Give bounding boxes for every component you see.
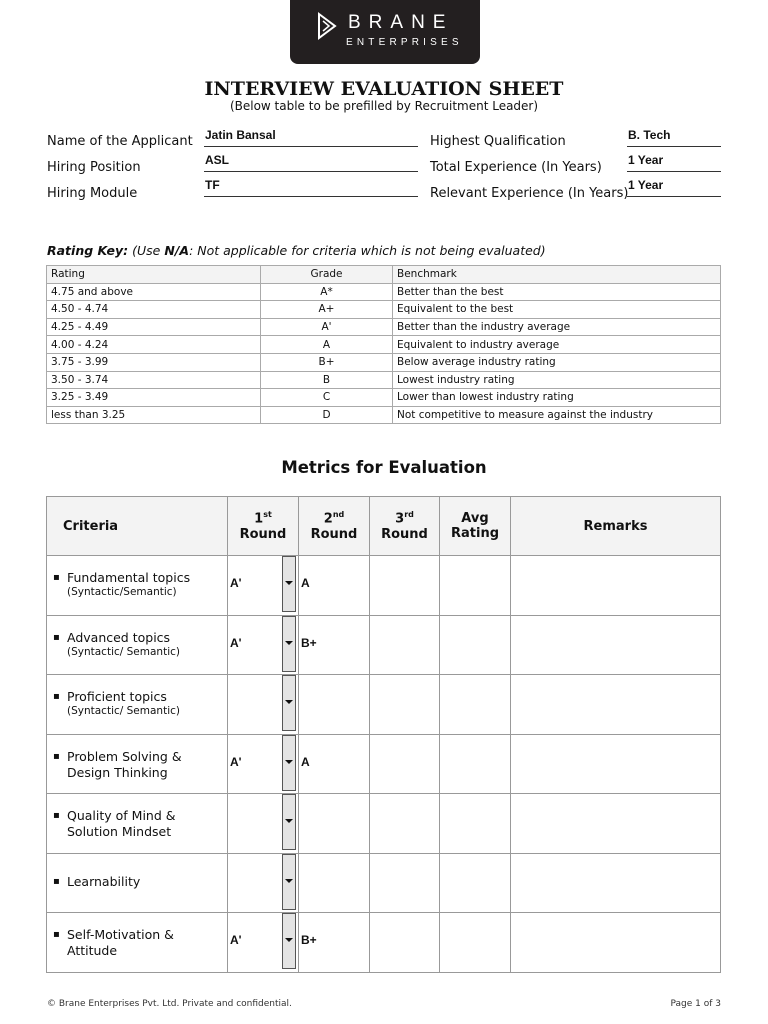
round1-cell [228,556,299,616]
benchmark-col-header: Benchmark [393,266,721,284]
bullet-icon: ▪ [53,810,60,821]
page-title: INTERVIEW EVALUATION SHEET [204,78,564,100]
avg-rating-cell[interactable] [440,734,511,794]
qualification-label: Highest Qualification [430,134,566,149]
criteria-row [47,794,721,854]
dropdown-button[interactable] [282,854,296,910]
remarks-cell[interactable] [511,615,721,675]
benchmark-cell: Better than the best [393,283,721,301]
bullet-icon: ▪ [53,929,60,940]
rating-cell: less than 3.25 [47,406,261,424]
round2-grade-value: A [301,754,310,769]
rating-key-na: N/A [164,243,190,258]
criteria-sub: (Syntactic/Semantic) [67,586,177,598]
bullet-icon: ▪ [53,750,60,762]
hiring-position-field[interactable]: ASL [204,154,418,172]
round2-cell[interactable] [299,556,370,616]
dropdown-arrow-icon [285,581,293,585]
criteria-text [53,808,176,840]
dropdown-arrow-icon [285,819,293,823]
criteria-header: Criteria [47,497,228,556]
dropdown-arrow-icon [285,879,293,883]
relevant-experience-label: Relevant Experience (In Years) [430,186,629,201]
benchmark-cell: Lowest industry rating [393,371,721,389]
footer-page-number: Page 1 of 3 [670,999,721,1009]
rating-key-row [47,389,721,407]
criteria-label: Self-Motivation & [67,927,174,942]
criteria-text [53,629,180,659]
rating-cell: 4.50 - 4.74 [47,301,261,319]
grade-col-header: Grade [261,266,393,284]
rating-cell: 4.00 - 4.24 [47,336,261,354]
benchmark-cell: Below average industry rating [393,353,721,371]
bullet-icon: ▪ [53,572,60,583]
rating-cell: 3.50 - 3.74 [47,371,261,389]
grade-cell: C [261,389,393,407]
rating-cell: 3.75 - 3.99 [47,353,261,371]
hiring-module-field[interactable]: TF [204,179,418,197]
rating-key-row [47,371,721,389]
criteria-label-line2: Design Thinking [67,764,168,780]
criteria-cell [47,675,228,735]
criteria-row [47,675,721,735]
criteria-row [47,556,721,616]
round2-header: 2nd Round [299,497,370,556]
page-subtitle: (Below table to be prefilled by Recruitment Leader) [229,99,539,113]
remarks-header: Remarks [511,497,721,556]
hiring-position-label: Hiring Position [47,160,141,175]
remarks-cell[interactable] [511,913,721,973]
rating-key-table [46,265,721,424]
round3-cell[interactable] [370,675,440,735]
round1-cell [228,615,299,675]
criteria-cell [47,913,228,973]
avg-rating-cell[interactable] [440,913,511,973]
rating-key-post: : Not applicable for criteria which is not being evaluated) [189,243,546,258]
relevant-experience-field[interactable]: 1 Year [627,179,721,197]
rating-cell: 4.75 and above [47,283,261,301]
criteria-sub: (Syntactic/ Semantic) [67,705,180,717]
round1-cell [228,913,299,973]
round1-cell [228,734,299,794]
dropdown-arrow-icon [285,760,293,764]
round2-cell[interactable] [299,615,370,675]
round2-grade-value: B+ [301,635,317,650]
rating-key-row [47,283,721,301]
benchmark-cell: Equivalent to industry average [393,336,721,354]
round3-cell[interactable] [370,794,440,854]
round2-cell[interactable] [299,913,370,973]
rating-key-row [47,336,721,354]
rating-key-header-row [47,266,721,284]
round1-header: 1st Round [228,497,299,556]
round3-cell[interactable] [370,913,440,973]
rating-cell: 4.25 - 4.49 [47,318,261,336]
bullet-icon: ▪ [53,875,60,887]
criteria-text [53,570,191,599]
criteria-row [47,615,721,675]
round1-grade-select[interactable] [228,735,298,794]
logo-sub: ENTERPRISES [346,37,463,48]
round3-header: 3rd Round [370,497,440,556]
round1-cell [228,675,299,735]
round3-cell[interactable] [370,853,440,913]
dropdown-button[interactable] [282,794,296,850]
rating-key-pre: (Use [132,243,161,258]
avg-rating-cell[interactable] [440,556,511,616]
rating-cell: 3.25 - 3.49 [47,389,261,407]
grade-cell: B+ [261,353,393,371]
grade-cell: A+ [261,301,393,319]
criteria-label: Advanced topics [67,629,171,645]
round1-grade-select[interactable] [228,556,298,615]
round1-grade-select[interactable] [228,794,298,853]
bullet-icon: ▪ [53,631,60,643]
rating-col-header: Rating [47,266,261,284]
bullet-icon: ▪ [53,691,60,702]
benchmark-cell: Lower than lowest industry rating [393,389,721,407]
avg-rating-cell[interactable] [440,794,511,854]
rating-key-row [47,406,721,424]
criteria-row [47,853,721,913]
applicant-name-field[interactable]: Jatin Bansal [204,129,418,147]
round1-grade-select[interactable] [228,913,298,972]
round2-cell[interactable] [299,794,370,854]
round1-cell [228,794,299,854]
criteria-text [53,748,182,781]
round1-cell [228,853,299,913]
remarks-cell[interactable] [511,556,721,616]
criteria-label: Problem Solving & [67,748,182,764]
criteria-sub: (Syntactic/ Semantic) [67,645,180,658]
metrics-table [46,496,721,973]
avg-rating-cell[interactable] [440,853,511,913]
benchmark-cell: Not competitive to measure against the industry [393,406,721,424]
rating-key-label: Rating Key: [47,243,129,258]
metrics-header-row [47,497,721,556]
dropdown-button[interactable] [282,913,296,969]
round2-cell[interactable] [299,675,370,735]
rating-key-row [47,353,721,371]
round2-grade-value: A [301,576,310,590]
round2-cell[interactable] [299,734,370,794]
metrics-title: Metrics for Evaluation [281,458,487,477]
dropdown-button[interactable] [282,735,296,791]
rating-key-note [47,243,546,258]
criteria-text [53,689,180,718]
criteria-row [47,913,721,973]
round1-grade-value: A' [230,933,242,947]
criteria-label: Quality of Mind & [67,808,176,823]
criteria-label-line2: Solution Mindset [67,824,172,839]
dropdown-arrow-icon [285,641,293,645]
round1-grade-value: A' [230,576,242,590]
total-experience-label: Total Experience (In Years) [430,160,602,175]
criteria-label: Proficient topics [67,689,167,704]
criteria-label: Learnability [67,873,141,889]
footer-confidential: © Brane Enterprises Pvt. Ltd. Private and confidential. [47,999,292,1009]
grade-cell: A' [261,318,393,336]
criteria-row [47,734,721,794]
benchmark-cell: Better than the industry average [393,318,721,336]
rating-key-row [47,301,721,319]
remarks-cell[interactable] [511,794,721,854]
total-experience-field[interactable]: 1 Year [627,154,721,172]
round1-grade-select[interactable] [228,675,298,734]
round3-cell[interactable] [370,734,440,794]
round3-cell[interactable] [370,615,440,675]
round1-grade-value: A' [230,754,242,769]
avg-rating-header: Avg Rating [440,497,511,556]
dropdown-arrow-icon [285,700,293,704]
dropdown-button[interactable] [282,675,296,731]
dropdown-button[interactable] [282,616,296,672]
logo-brand: BRANE [348,12,454,33]
benchmark-cell: Equivalent to the best [393,301,721,319]
round1-grade-select[interactable] [228,854,298,913]
grade-cell: B [261,371,393,389]
remarks-cell[interactable] [511,675,721,735]
grade-cell: A [261,336,393,354]
brane-logo [290,0,480,64]
hiring-module-label: Hiring Module [47,186,138,201]
round2-cell[interactable] [299,853,370,913]
criteria-label: Fundamental topics [67,570,191,585]
avg-rating-cell[interactable] [440,675,511,735]
qualification-field[interactable]: B. Tech [627,129,721,147]
avg-rating-cell[interactable] [440,615,511,675]
grade-cell: D [261,406,393,424]
criteria-label-line2: Attitude [67,943,118,958]
remarks-cell[interactable] [511,734,721,794]
round1-grade-value: A' [230,635,242,650]
criteria-cell [47,853,228,913]
round3-cell[interactable] [370,556,440,616]
criteria-cell [47,734,228,794]
round2-grade-value: B+ [301,933,317,947]
criteria-cell [47,556,228,616]
grade-cell: A* [261,283,393,301]
criteria-cell [47,615,228,675]
remarks-cell[interactable] [511,853,721,913]
applicant-name-label: Name of the Applicant [47,134,193,149]
brane-triangle-icon [316,12,338,40]
criteria-cell [47,794,228,854]
dropdown-button[interactable] [282,556,296,612]
rating-key-row [47,318,721,336]
dropdown-arrow-icon [285,938,293,942]
criteria-text [53,873,141,890]
round1-grade-select[interactable] [228,616,298,675]
criteria-text [53,927,174,959]
